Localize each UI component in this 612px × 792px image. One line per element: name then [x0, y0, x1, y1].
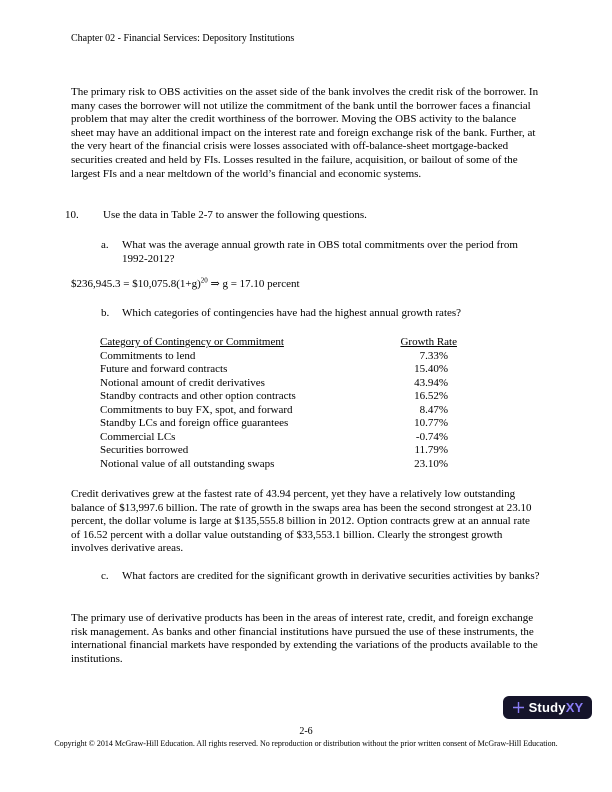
table-cell-rate: 16.52% [414, 390, 448, 402]
question-part-b [101, 307, 546, 321]
table-cell-rate: 15.40% [414, 363, 448, 375]
question-part-a [101, 239, 546, 266]
table-cell-category: Future and forward contracts [100, 363, 228, 375]
table-cell-category: Notional value of all outstanding swaps [100, 457, 275, 470]
table-cell-rate: 8.47% [419, 403, 448, 416]
table-cell-category: Securities borrowed [100, 444, 189, 456]
table-cell-rate: 23.10% [414, 457, 448, 470]
part-a-label: a. [101, 239, 109, 251]
table-cell-category: Standby LCs and foreign office guarantees [100, 417, 289, 429]
badge-brand-secondary: XY [565, 700, 584, 715]
table-cell-rate: 43.94% [414, 376, 448, 389]
table-row [100, 404, 457, 418]
part-b-text: Which categories of contingencies have had the highest annual growth rates? [122, 307, 462, 319]
table-cell-category: Commitments to lend [100, 349, 196, 362]
table-cell-rate: -0.74% [415, 430, 448, 443]
plus-icon [512, 701, 525, 714]
table-cell-rate: 7.33% [419, 349, 448, 362]
part-a-text: What was the average annual growth rate in OBS total commitments over the period from 1992-2012? [122, 239, 518, 265]
paragraph-credit-derivatives: Credit derivatives grew at the fastest rate of 43.94 percent, yet they have a relatively low outstanding balance of $13,997.6 billion. The rate of growth in the swaps area has been the second strongest at 23.10 percent, the dollar volume is large at $135,555.8 billion in 2012. Option contracts grew at an annual rate of 16.52 percent with a dollar value outstanding of $33,553.1 billion. Clearly the strongest growth involves derivative areas. [71, 488, 532, 555]
table-header-row [100, 336, 457, 350]
part-c-label: c. [101, 570, 109, 582]
table-row [100, 363, 457, 377]
table-row [100, 350, 457, 364]
part-c-text: What factors are credited for the significant growth in derivative securities activities by banks? [122, 570, 540, 582]
copyright-notice: Copyright © 2014 McGraw-Hill Education. All rights reserved. No reproduction or distribution without the prior written consent of McGraw-Hill Education. [54, 739, 558, 748]
page-number: 2-6 [299, 726, 313, 737]
table-row [100, 390, 457, 404]
table-cell-category: Standby contracts and other option contracts [100, 390, 296, 402]
question-text: Use the data in Table 2-7 to answer the following questions. [103, 209, 367, 221]
table-row [100, 377, 457, 391]
studyxy-badge [503, 696, 592, 719]
table-cell-category: Commitments to buy FX, spot, and forward [100, 403, 293, 416]
growth-rate-formula [71, 278, 300, 292]
table-header-rate: Growth Rate [400, 336, 457, 348]
table-cell-rate: 10.77% [414, 417, 448, 429]
part-b-label: b. [101, 307, 110, 319]
paragraph-derivative-use: The primary use of derivative products has been in the areas of interest rate, credit, and foreign exchange risk management. As banks and other financial institutions have pursued the use of these instruments, the international financial markets have responded by extending the variations of the products available to the institutions. [71, 612, 538, 665]
question-10 [65, 209, 545, 223]
table-row [100, 417, 457, 431]
badge-brand-primary: Study [528, 700, 566, 715]
table-header-category: Category of Contingency or Commitment [100, 336, 284, 348]
contingency-growth-table [100, 336, 457, 471]
paragraph-obs-risk: The primary risk to OBS activities on the asset side of the bank involves the credit risk of the borrower. In many cases the borrower will not utilize the commitment of the bank until the borrower faces a financial problem that may alter the credit worthiness of the borrower. Moving the OBS activity to the balance sheet may have an additional impact on the interest rate and foreign exchange risk of the bank. Further, at the very heart of the financial crisis were losses associated with off-balance-sheet mortgage-backed securities created and held by FIs. Losses resulted in the failure, acquisition, or bailout of some of the largest FIs and a near meltdown of the world’s financial and economic systems. [71, 86, 539, 180]
question-number: 10. [65, 209, 79, 221]
formula-result: ⇒ g = 17.10 percent [207, 278, 300, 290]
table-row [100, 458, 457, 472]
table-cell-category: Notional amount of credit derivatives [100, 376, 265, 389]
question-part-c [101, 570, 546, 584]
table-cell-rate: 11.79% [414, 444, 448, 456]
formula-exponent: 20 [200, 276, 208, 285]
table-row [100, 431, 457, 445]
formula-prefix: $236,945.3 = $10,075.8(1+g) [71, 278, 201, 290]
running-header: Chapter 02 - Financial Services: Depository Institutions [71, 33, 295, 44]
table-cell-category: Commercial LCs [100, 430, 176, 443]
table-row [100, 444, 457, 458]
